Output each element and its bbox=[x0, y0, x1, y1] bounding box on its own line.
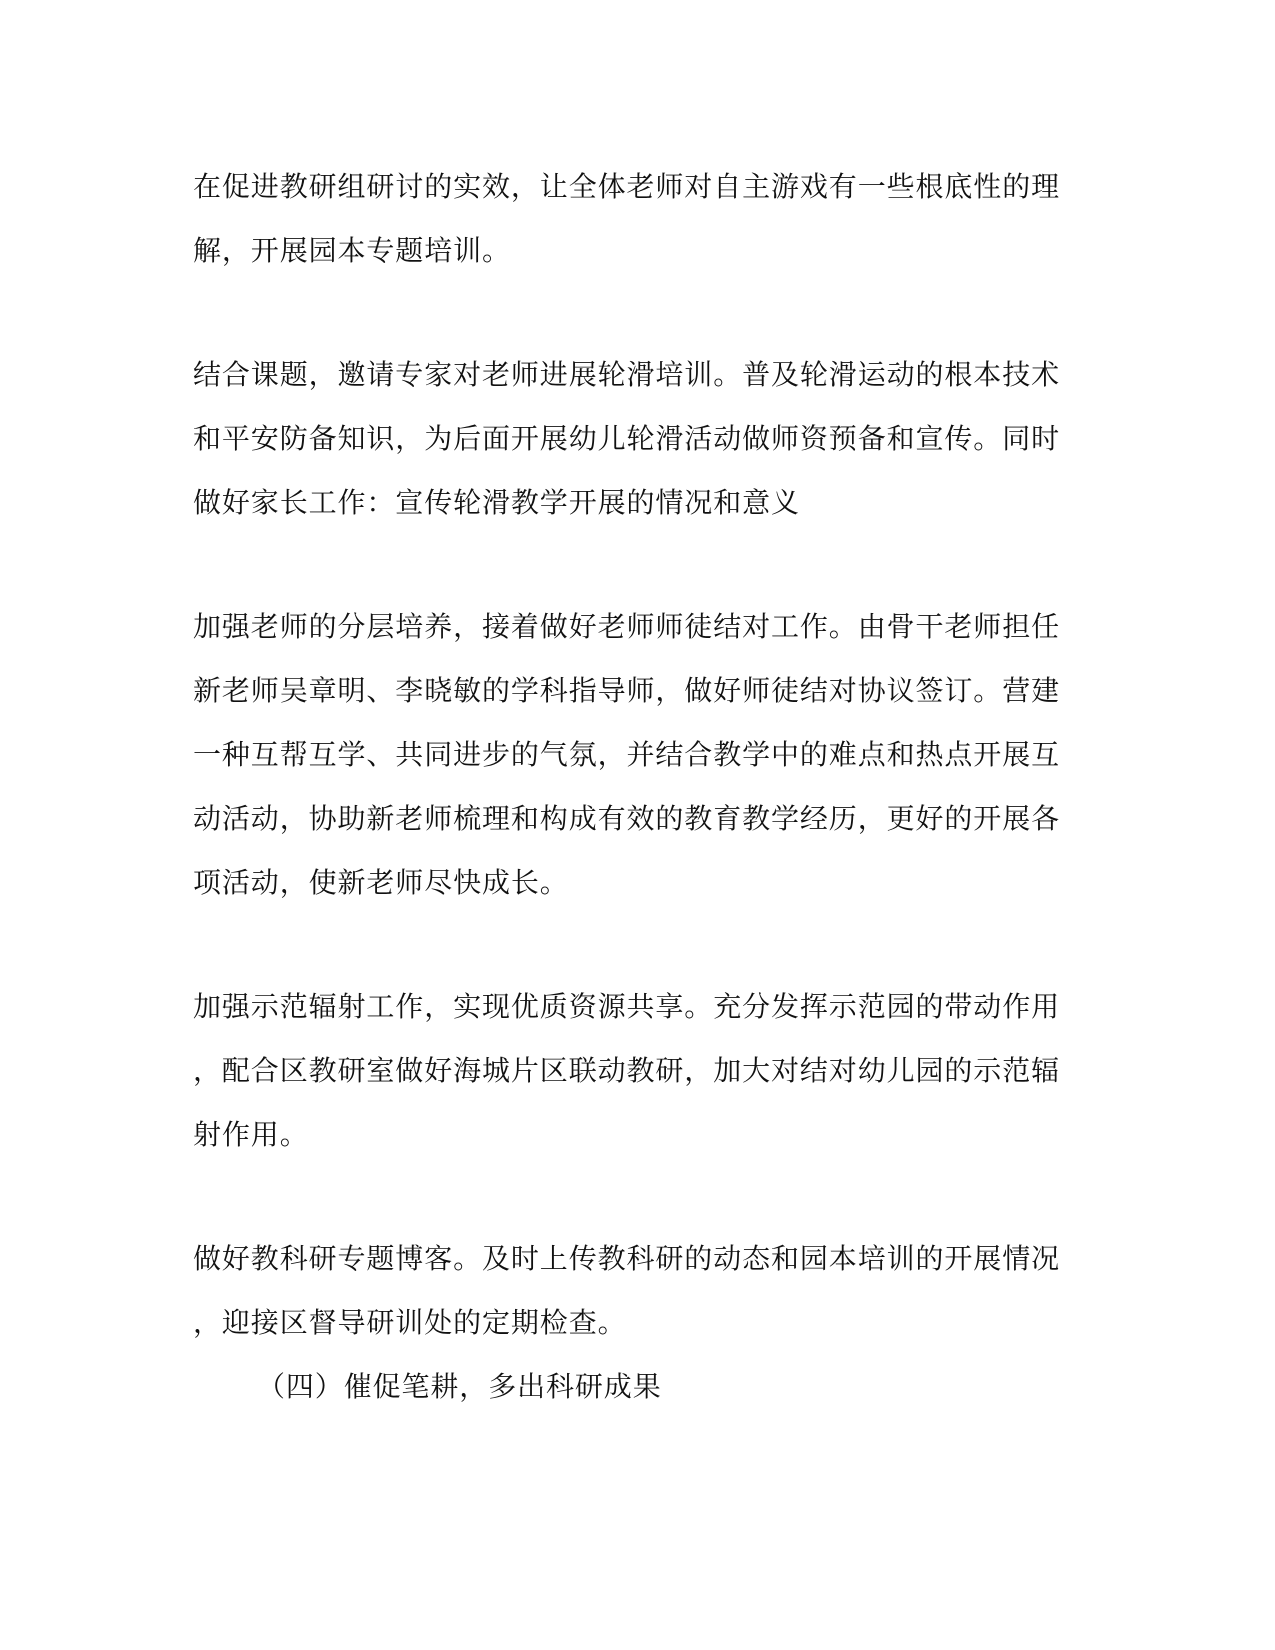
paragraph-5-line-1: 做好教科研专题博客。及时上传教科研的动态和园本培训的开展情况 bbox=[193, 1242, 1061, 1275]
paragraph-4-line-2: ，配合区教研室做好海城片区联动教研，加大对结对幼儿园的示范辐 bbox=[193, 1054, 1061, 1087]
paragraph-3-line-5: 项活动，使新老师尽快成长。 bbox=[193, 866, 569, 899]
paragraph-3-line-1: 加强老师的分层培养，接着做好老师师徒结对工作。由骨干老师担任 bbox=[193, 610, 1061, 643]
section-heading: （四）催促笔耕，多出科研成果 bbox=[257, 1370, 662, 1403]
paragraph-3-line-4: 动活动，协助新老师梳理和构成有效的教育教学经历，更好的开展各 bbox=[193, 802, 1061, 835]
paragraph-2-line-3: 做好家长工作：宣传轮滑教学开展的情况和意义 bbox=[193, 486, 800, 519]
paragraph-4-line-1: 加强示范辐射工作，实现优质资源共享。充分发挥示范园的带动作用 bbox=[193, 990, 1061, 1023]
paragraph-2-line-2: 和平安防备知识，为后面开展幼儿轮滑活动做师资预备和宣传。同时 bbox=[193, 422, 1061, 455]
paragraph-4-line-3: 射作用。 bbox=[193, 1118, 309, 1151]
paragraph-5-line-2: ，迎接区督导研训处的定期检查。 bbox=[193, 1306, 627, 1339]
paragraph-1-line-2: 解，开展园本专题培训。 bbox=[193, 234, 511, 267]
paragraph-2-line-1: 结合课题，邀请专家对老师进展轮滑培训。普及轮滑运动的根本技术 bbox=[193, 358, 1061, 391]
paragraph-1-line-1: 在促进教研组研讨的实效，让全体老师对自主游戏有一些根底性的理 bbox=[193, 170, 1061, 203]
paragraph-3-line-3: 一种互帮互学、共同进步的气氛，并结合教学中的难点和热点开展互 bbox=[193, 738, 1061, 771]
paragraph-3-line-2: 新老师吴章明、李晓敏的学科指导师，做好师徒结对协议签订。营建 bbox=[193, 674, 1061, 707]
